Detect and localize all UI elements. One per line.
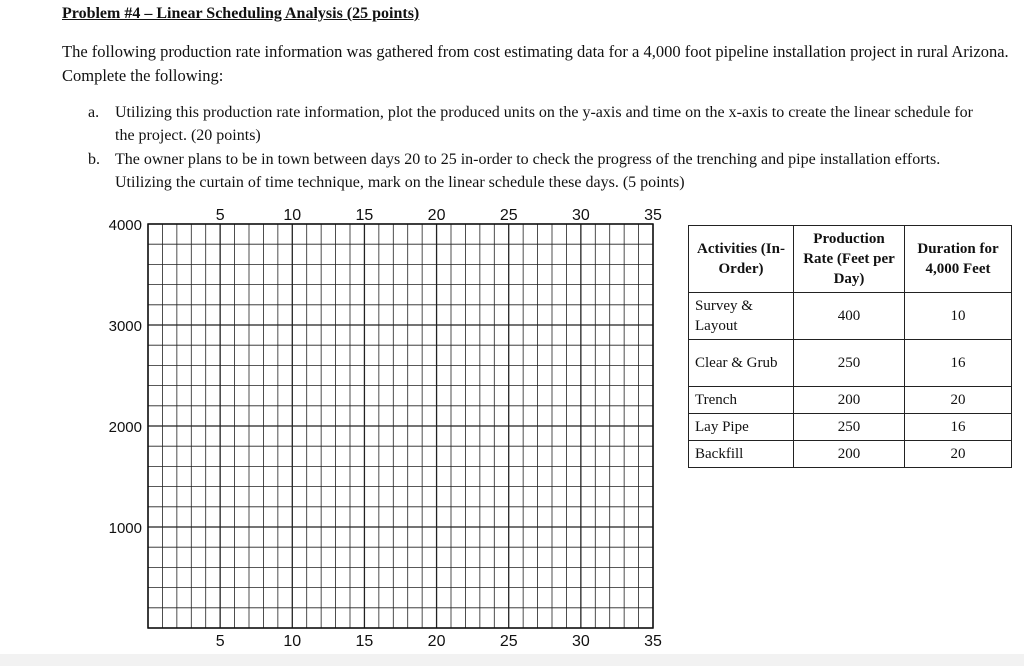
duration-cell: 16 [905, 414, 1012, 441]
x-tick-label-top: 10 [283, 207, 302, 224]
duration-cell: 10 [905, 293, 1012, 340]
table-row [689, 414, 1012, 441]
rate-cell: 250 [794, 414, 905, 441]
x-tick-label-bottom: 10 [283, 633, 302, 650]
table-header-row [689, 226, 1012, 293]
x-tick-label-top: 35 [644, 207, 662, 224]
table-row [689, 387, 1012, 414]
table-row [689, 340, 1012, 387]
x-tick-label-top: 30 [571, 207, 590, 224]
question-b-label: b. [88, 151, 100, 168]
x-tick-label-bottom: 35 [644, 633, 662, 650]
rate-cell: 200 [794, 387, 905, 414]
x-tick-label-bottom: 30 [571, 633, 590, 650]
table-row [689, 293, 1012, 340]
production-rate-table [688, 225, 1012, 468]
table-row [689, 441, 1012, 468]
question-b-text: The owner plans to be in town between days 20 to 25 in-order to check the progress of the trenching and pipe installation efforts. Utilizing the curtain of time technique, mark on the linear schedule these days. (5 points) [115, 151, 941, 191]
problem-title: Problem #4 – Linear Scheduling Analysis (25 points) [62, 5, 420, 22]
header-duration: Duration for 4,000 Feet [905, 226, 1012, 293]
x-tick-label-bottom: 15 [355, 633, 374, 650]
activity-cell: Trench [689, 387, 794, 414]
x-tick-label-top: 15 [355, 207, 374, 224]
activity-cell: Backfill [689, 441, 794, 468]
x-tick-label-bottom: 20 [427, 633, 446, 650]
activity-cell: Lay Pipe [689, 414, 794, 441]
y-tick-label: 4000 [108, 217, 142, 234]
problem-intro: The following production rate information was gathered from cost estimating data for a 4,000 foot pipeline installation project in rural Arizona. Complete the following: [62, 42, 1009, 85]
rate-cell: 200 [794, 441, 905, 468]
duration-cell: 20 [905, 387, 1012, 414]
y-tick-label: 2000 [108, 419, 142, 436]
x-tick-label-top: 20 [427, 207, 446, 224]
duration-cell: 16 [905, 340, 1012, 387]
duration-cell: 20 [905, 441, 1012, 468]
rate-cell: 400 [794, 293, 905, 340]
rate-cell: 250 [794, 340, 905, 387]
header-production-rate: Production Rate (Feet per Day) [794, 226, 905, 293]
x-tick-label-bottom: 5 [215, 633, 225, 650]
activity-cell: Clear & Grub [689, 340, 794, 387]
y-tick-label: 3000 [108, 318, 142, 335]
question-a-text: Utilizing this production rate information, plot the produced units on the y-axis and time on the x-axis to create the linear schedule for the project. (20 points) [115, 104, 973, 144]
x-tick-label-top: 25 [499, 207, 518, 224]
bottom-edge [0, 654, 1024, 666]
y-tick-label: 1000 [108, 520, 142, 537]
x-tick-label-top: 5 [215, 207, 225, 224]
question-a-label: a. [88, 104, 100, 121]
activity-cell: Survey & Layout [689, 293, 794, 340]
x-tick-label-bottom: 25 [499, 633, 518, 650]
header-activities: Activities (In-Order) [689, 226, 794, 293]
